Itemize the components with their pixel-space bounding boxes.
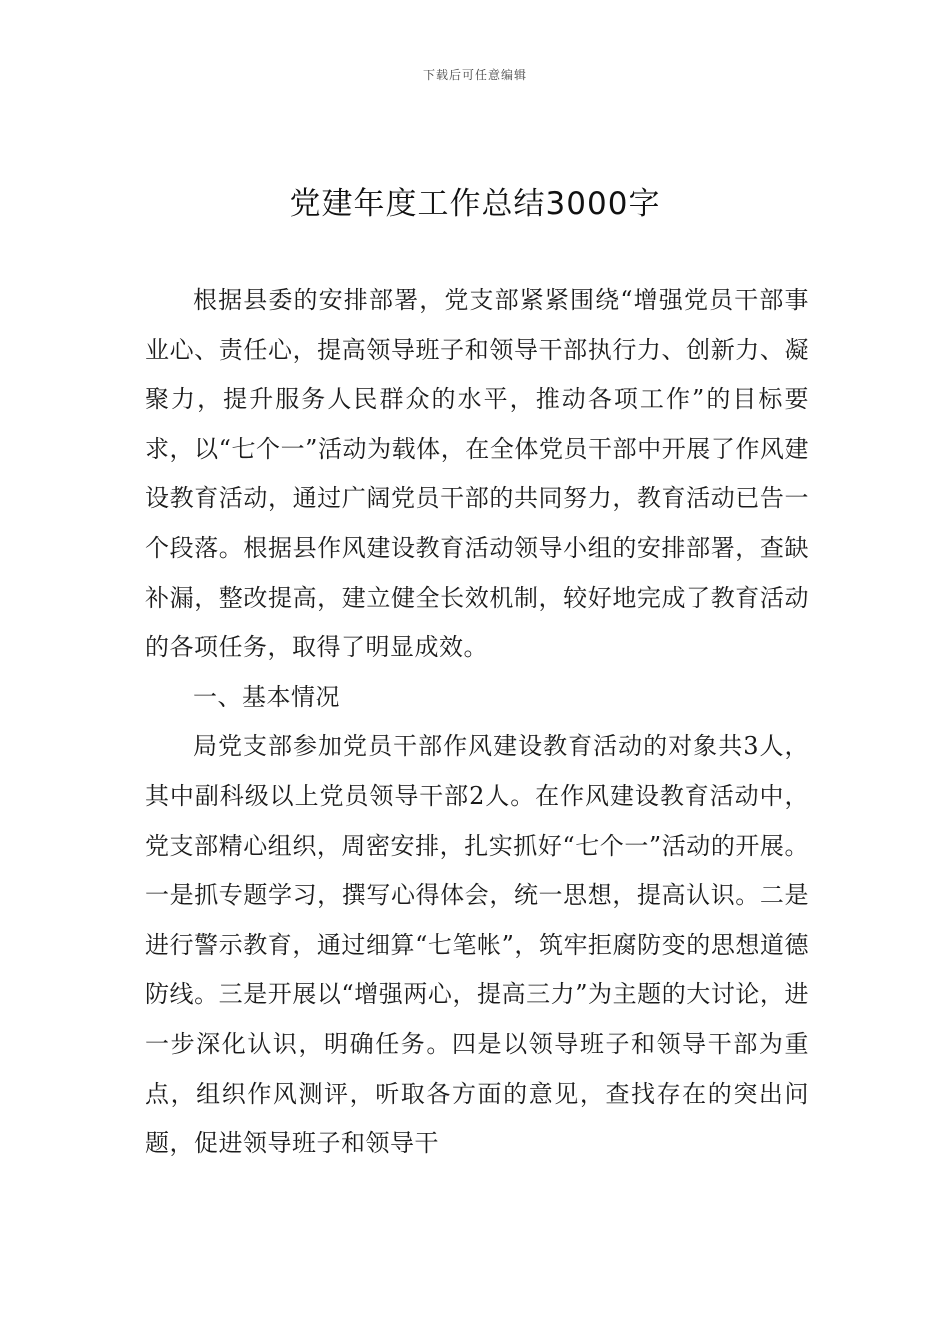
document-body	[145, 276, 809, 1169]
intro-paragraph: 根据县委的安排部署，党支部紧紧围绕“增强党员干部事业心、责任心，提高领导班子和领导干部执行力、创新力、凝聚力，提升服务人民群众的水平，推动各项工作”的目标要求，以“七个一”活动为载体，在全体党员干部中开展了作风建设教育活动，通过广阔党员干部的共同努力，教育活动已告一个段落。根据县作风建设教育活动领导小组的安排部署，查缺补漏，整改提高，建立健全长效机制，较好地完成了教育活动的各项任务，取得了明显成效。	[145, 286, 809, 662]
page-header-note: 下载后可任意编辑	[422, 68, 527, 82]
document-title: 党建年度工作总结3000字	[289, 186, 661, 222]
basic-situation-paragraph: 局党支部参加党员干部作风建设教育活动的对象共3人，其中副科级以上党员领导干部2人。在作风建设教育活动中，党支部精心组织，周密安排，扎实抓好“七个一”活动的开展。一是抓专题学习，撰写心得体会，统一思想，提高认识。二是进行警示教育，通过细算“七笔帐”，筑牢拒腐防变的思想道德防线。三是开展以“增强两心，提高三力”为主题的大讨论，进一步深化认识，明确任务。四是以领导班子和领导干部为重点，组织作风测评，听取各方面的意见，查找存在的突出问题，促进领导班子和领导干	[145, 732, 809, 1158]
section-heading-basic-situation: 一、基本情况	[193, 682, 340, 711]
